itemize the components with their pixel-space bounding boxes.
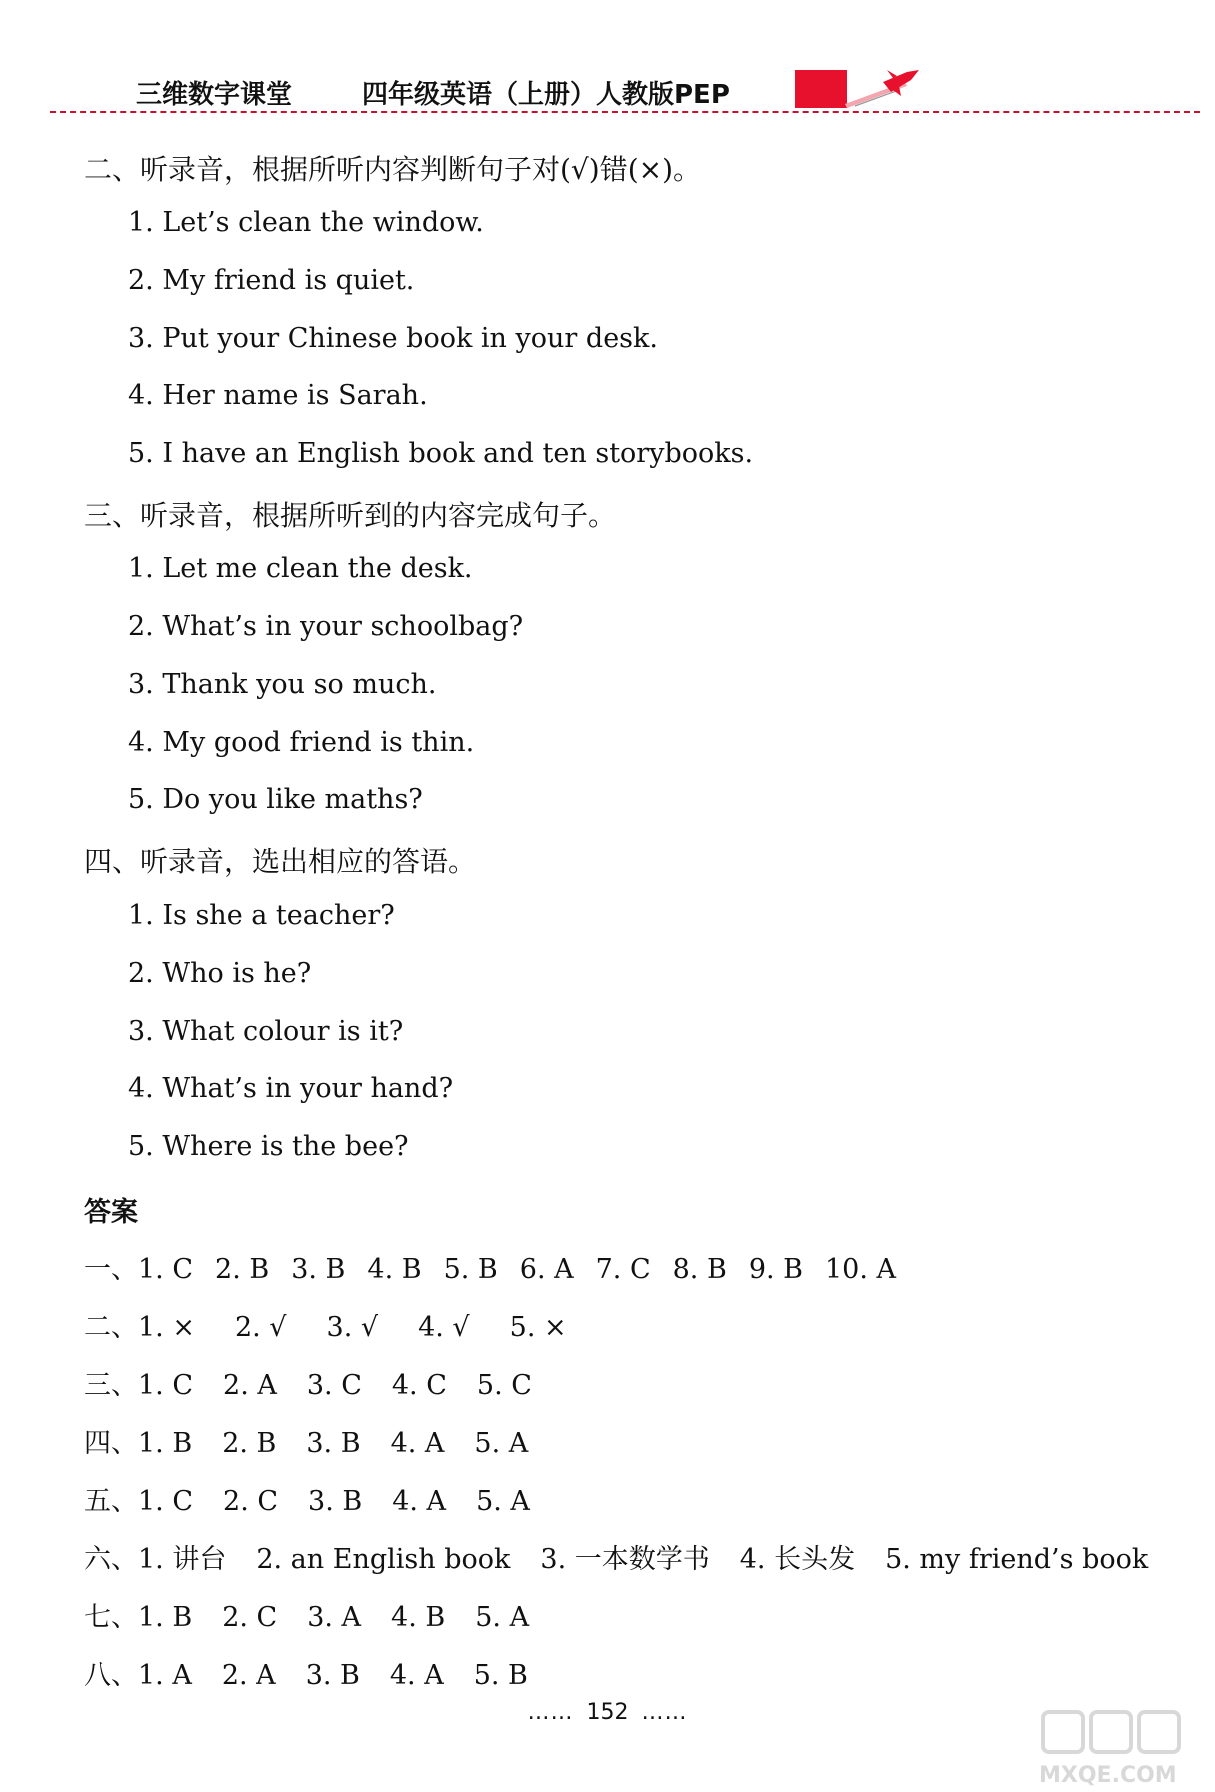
answer-prefix: 四、	[84, 1428, 138, 1459]
list-item: 4. What’s in your hand?	[128, 1073, 454, 1104]
answer-item: 1. B	[138, 1428, 193, 1459]
answer-item: 1. C	[138, 1254, 194, 1285]
list-item: 5. Where is the bee?	[128, 1131, 409, 1162]
list-item: 2. My friend is quiet.	[128, 265, 415, 296]
answer-item: 5. A	[474, 1428, 529, 1459]
answer-item: 1. C	[138, 1370, 194, 1401]
answer-item: 5. my friend’s book	[885, 1544, 1149, 1575]
answer-item: 4. C	[391, 1370, 447, 1401]
answer-item: 4. B	[367, 1254, 422, 1285]
answer-item: 4. A	[389, 1660, 444, 1691]
answer-item: 9. B	[748, 1254, 803, 1285]
answer-item: 2. B	[222, 1428, 277, 1459]
answer-item: 3. C	[306, 1370, 362, 1401]
page-header	[0, 0, 1215, 125]
list-item: 4. Her name is Sarah.	[128, 380, 428, 411]
answers-title: 答案	[84, 1197, 138, 1228]
answer-item: 1. C	[138, 1486, 194, 1517]
answer-item: 2. √	[234, 1312, 287, 1343]
answer-item: 3. B	[306, 1428, 361, 1459]
answer-prefix: 二、	[84, 1312, 138, 1343]
footer-dots-left: ……	[527, 1700, 574, 1725]
watermark-logo-icon	[1031, 1710, 1201, 1790]
list-item: 5. Do you like maths?	[128, 784, 423, 815]
list-item: 1. Let’s clean the window.	[128, 207, 484, 238]
list-item: 4. My good friend is thin.	[128, 727, 475, 758]
answer-item: 3. B	[308, 1486, 363, 1517]
answer-row	[84, 1595, 537, 1634]
list-item: 3. Put your Chinese book in your desk.	[128, 323, 658, 354]
answer-prefix: 三、	[84, 1370, 138, 1401]
answer-item: 4. B	[391, 1602, 446, 1633]
list-item: 1. Is she a teacher?	[128, 900, 395, 931]
answer-item: 1. ×	[138, 1312, 195, 1343]
list-item: 1. Let me clean the desk.	[128, 553, 473, 584]
footer-dots-right: ……	[641, 1700, 688, 1725]
answer-item: 5. A	[476, 1486, 530, 1517]
answer-item: 5. B	[443, 1254, 498, 1285]
answer-item: 3. √	[326, 1312, 379, 1343]
answer-prefix: 七、	[84, 1602, 138, 1633]
answer-item: 2. C	[223, 1486, 279, 1517]
answer-row	[84, 1305, 575, 1344]
answer-item: 1. A	[138, 1660, 192, 1691]
book-title: 四年级英语（上册）人教版PEP	[362, 80, 730, 110]
answer-item: 6. A	[519, 1254, 574, 1285]
answer-item: 10. A	[825, 1254, 897, 1285]
answer-item: 2. an English book	[256, 1544, 511, 1575]
answer-prefix: 六、	[84, 1544, 138, 1575]
answer-item: 7. C	[595, 1254, 651, 1285]
answer-item: 5. C	[476, 1370, 532, 1401]
section-heading-2: 二、听录音，根据所听内容判断句子对(√)错(×)。	[84, 153, 702, 186]
answer-item: 2. A	[221, 1660, 276, 1691]
answer-row	[84, 1363, 540, 1402]
section-heading-3: 三、听录音，根据所听到的内容完成句子。	[84, 499, 617, 532]
answer-item: 3. A	[307, 1602, 362, 1633]
answer-item: 2. A	[223, 1370, 277, 1401]
rocket-logo-icon	[795, 68, 925, 114]
answer-row	[84, 1247, 904, 1286]
answer-item: 3. B	[291, 1254, 346, 1285]
answer-item: 5. ×	[509, 1312, 567, 1343]
section-heading-4: 四、听录音，选出相应的答语。	[84, 845, 477, 878]
list-item: 2. Who is he?	[128, 958, 312, 989]
answer-item: 5. A	[475, 1602, 530, 1633]
answer-item: 4. A	[392, 1486, 447, 1517]
list-item: 2. What’s in your schoolbag?	[128, 611, 524, 642]
answer-item: 1. 讲台	[138, 1544, 227, 1575]
answer-item: 1. B	[138, 1602, 193, 1633]
list-item: 5. I have an English book and ten storybooks.	[128, 438, 754, 469]
answer-row	[84, 1653, 536, 1692]
answer-row	[84, 1421, 536, 1460]
answer-item: 2. B	[215, 1254, 270, 1285]
answer-item: 3. B	[305, 1660, 360, 1691]
page-number: 152	[586, 1700, 629, 1725]
watermark-text: MXQE.COM	[1039, 1763, 1177, 1788]
answer-prefix: 五、	[84, 1486, 138, 1517]
answer-prefix: 八、	[84, 1660, 138, 1691]
header-divider	[50, 111, 1200, 113]
answer-item: 5. B	[473, 1660, 528, 1691]
answer-item: 2. C	[222, 1602, 278, 1633]
answer-row	[84, 1479, 538, 1518]
answer-item: 4. A	[390, 1428, 445, 1459]
answer-item: 4. √	[418, 1312, 470, 1343]
list-item: 3. What colour is it?	[128, 1016, 404, 1047]
answer-row	[84, 1537, 1156, 1576]
answer-item: 3. 一本数学书	[540, 1544, 710, 1575]
list-item: 3. Thank you so much.	[128, 669, 437, 700]
answer-item: 8. B	[672, 1254, 727, 1285]
answer-item: 4. 长头发	[739, 1544, 856, 1575]
answer-prefix: 一、	[84, 1254, 138, 1285]
brand-name: 三维数字课堂	[136, 80, 293, 110]
